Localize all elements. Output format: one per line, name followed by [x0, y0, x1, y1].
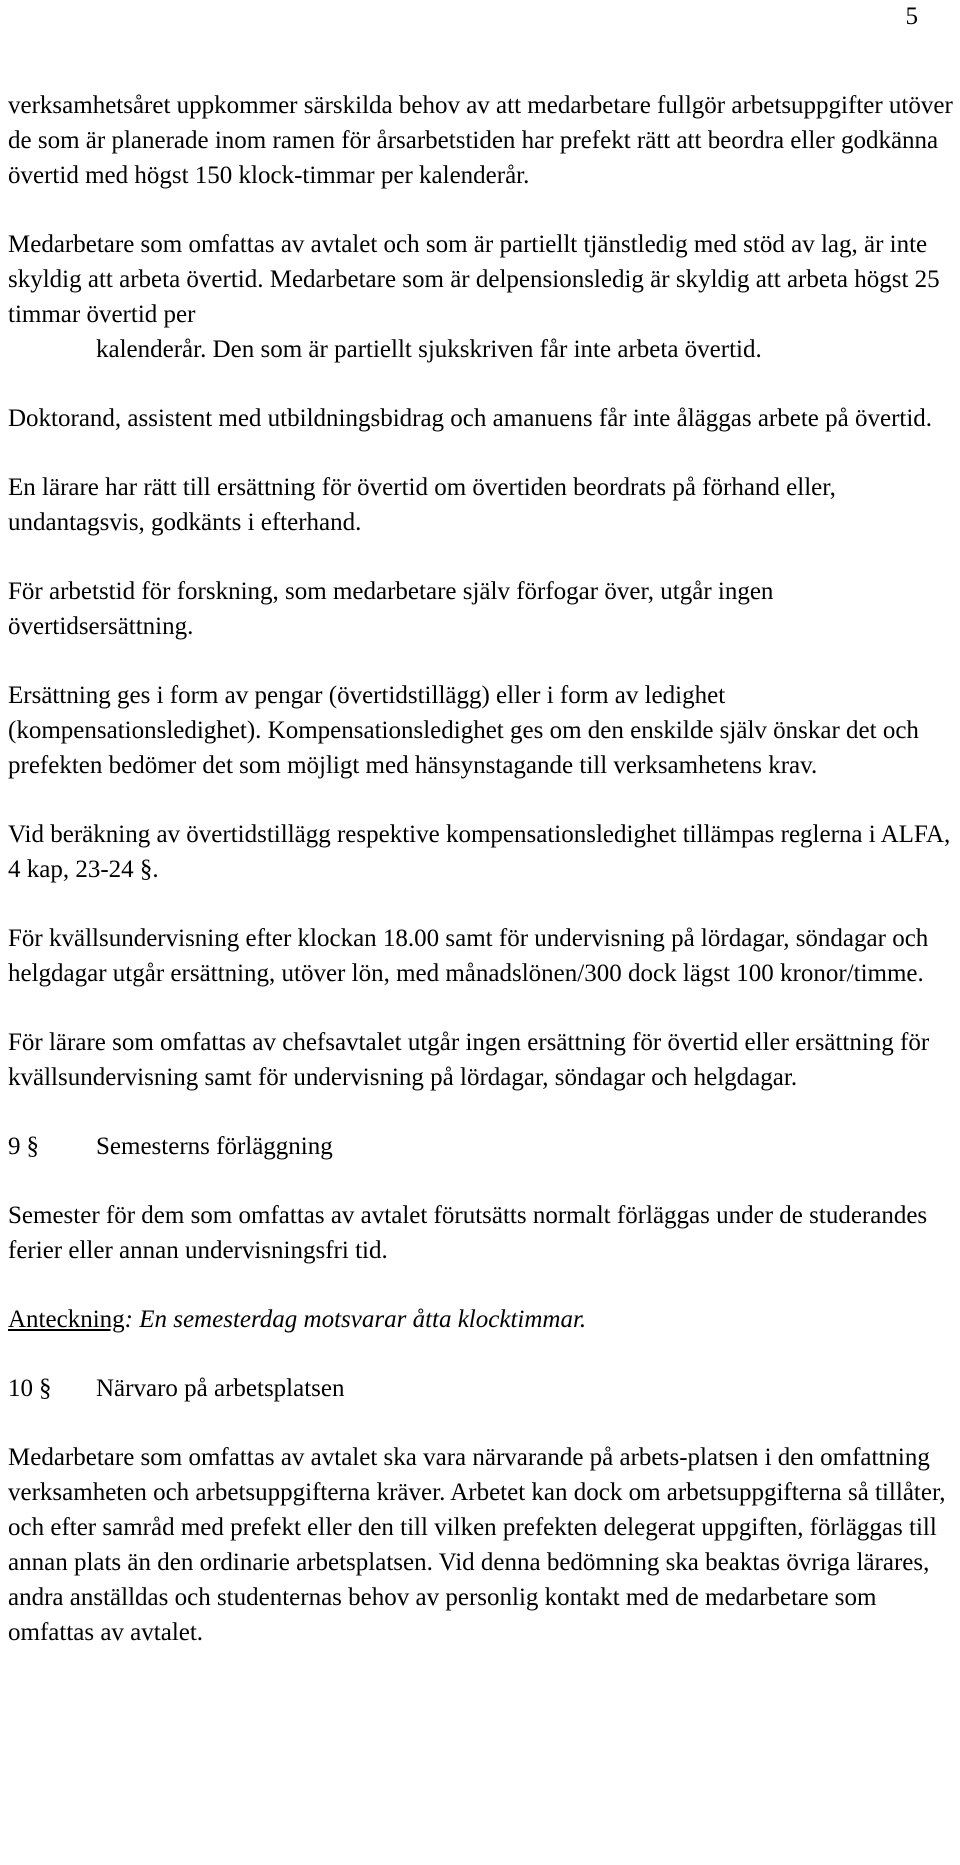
paragraph-alfa-rules: Vid beräkning av övertidstillägg respektive kompensationsledighet tillämpas reglerna i ALFA, 4 kap, 23-24 §. [8, 821, 951, 883]
paragraph-doctoral: Doktorand, assistent med utbildningsbidrag och amanuens får inte åläggas arbete på övertid. [8, 405, 933, 432]
paragraph-research-time: För arbetstid för forskning, som medarbetare själv förfogar över, utgår ingen övertidsersättning. [8, 578, 774, 640]
paragraph-compensation-right: En lärare har rätt till ersättning för övertid om övertiden beordrats på förhand eller, undantagsvis, godkänts i efterhand. [8, 474, 836, 536]
paragraph-overtime-intro: verksamhetsåret uppkommer särskilda behov av att medarbetare fullgör arbetsuppgifter utöver de som är planerade inom ramen för årsarbetstiden har prefekt rätt att beordra eller godkänna övertid med högst 150 klock-timmar per kalenderår. [8, 92, 953, 189]
section-heading-10 [8, 1371, 958, 1406]
paragraph-partial-leave-continuation: kalenderår. Den som är partiellt sjukskriven får inte arbeta övertid. [96, 336, 762, 363]
note-text: : En semesterdag motsvarar åtta klocktimmar. [124, 1306, 587, 1333]
paragraph-chief-agreement: För lärare som omfattas av chefsavtalet utgår ingen ersättning för övertid eller ersättning för kvällsundervisning samt för undervisning på lördagar, söndagar och helgdagar. [8, 1029, 930, 1091]
section-heading-9 [8, 1129, 958, 1164]
paragraph-compensation-form: Ersättning ges i form av pengar (övertidstillägg) eller i form av ledighet (kompensationsledighet). Kompensationsledighet ges om den enskilde själv önskar det och prefekten bedömer det som möjligt med hänsynstagande till verksamhetens krav. [8, 682, 919, 779]
note [8, 1302, 958, 1337]
paragraph-vacation: Semester för dem som omfattas av avtalet förutsätts normalt förläggas under de studerandes ferier eller annan undervisningsfri tid. [8, 1202, 928, 1264]
section-symbol: § [26, 1133, 39, 1160]
section-symbol: § [39, 1375, 52, 1402]
paragraph-presence: Medarbetare som omfattas av avtalet ska vara närvarande på arbets-platsen i den omfattning verksamheten och arbetsuppgifterna kräver. Arbetet kan dock om arbetsuppgifterna så tillåter, och efter samråd med prefekt eller den till vilken prefekten delegerat uppgiften, förläggas till annan plats än den ordinarie arbetsplatsen. Vid denna bedömning ska beaktas övriga lärares, andra anställdas och studenternas behov av personlig kontakt med de medarbetare som omfattas av avtalet. [8, 1444, 946, 1646]
section-number-9: 9 § [8, 1133, 39, 1160]
section-number-10: 10 § [8, 1375, 52, 1402]
section-title-10: Närvaro på arbetsplatsen [96, 1375, 345, 1402]
paragraph-partial-leave [8, 227, 958, 367]
page-number: 5 [905, 3, 918, 30]
document-body [8, 88, 958, 1684]
section-title-9: Semesterns förläggning [96, 1133, 333, 1160]
note-label: Anteckning [8, 1306, 125, 1333]
paragraph-partial-leave-text: Medarbetare som omfattas av avtalet och som är partiellt tjänstledig med stöd av lag, är inte skyldig att arbeta övertid. Medarbetare som är delpensionsledig är skyldig att arbeta högst 25 timmar övertid per [8, 231, 940, 328]
paragraph-evening-teaching: För kvällsundervisning efter klockan 18.00 samt för undervisning på lördagar, söndagar och helgdagar utgår ersättning, utöver lön, med månadslönen/300 dock lägst 100 kronor/timme. [8, 925, 929, 987]
